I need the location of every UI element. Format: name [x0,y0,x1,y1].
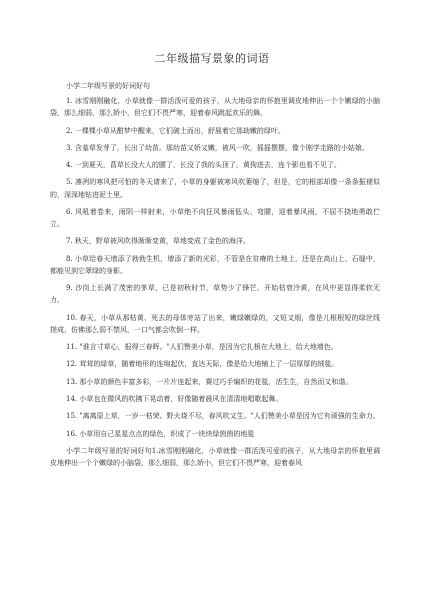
list-item: 15. "离离原上草，一岁一枯荣。野火烧不尽，春风吹又生。"人们赞美小草是因为它有顽强的生命力。 [66,412,380,421]
list-item: 9. 沙岗上长满了茂密的茅草，已是初秋时节，草势少了锋芒，开始枯衰冷黄，在风中更显得柔软无力。 [50,284,380,305]
list-item: 5. 凛冽的寒风把可怕的冬天请来了，小草的身躯被寒风吹萎缩了，但是，它的根部却像一条条振褪似的，深深地钻进泥土里。 [50,178,380,199]
list-item: 6. 风吼着卷来，雨阴一样射来，小草绝不向狂风暴雨低头、弯腰，迎着暴风雨，不屈不挠地勇敢伫立。 [50,207,380,229]
list-item: 12. 茸茸的绿草，随着地形的连绵起伏，直达天际，像是给大地铺上了一层厚厚的绒毯。 [66,360,339,369]
document-subtitle: 小学二年级写景的好词好句 [66,82,150,90]
list-item: 1. 冰雪刚刚融化，小草就像一群活泼可爱的孩子，从大地母亲的怀抱里调皮地伸出一个个嫩绿的小脑袋，那么细弱，那么娇小，但它们不畏严寒，迎着春风跳起欢乐的舞。 [50,97,380,118]
list-item: 11. "谁言寸草心，报得三春晖。"人们赞美小草，是因为它扎根在大地上，给大地增色。 [66,343,338,352]
list-item: 3. 含羞草发芽了，长出了幼苗。那幼苗又娇又嫩，被风一吹，摇摇摆摆，像个刚学走路的小姑娘。 [66,143,369,152]
list-item: 13. 那小草的颜色丰富多彩，一片片连起来，赛过巧手编织的花毯，活生生，自然而又和谐。 [66,377,353,386]
list-item: 小学二年级写景的好词好句1.冰雪刚刚融化，小草就像一群活泼可爱的孩子，从大地母亲的怀抱里调皮地伸出一个个嫩绿的小脑袋，那么细弱，那么娇小，但它们不畏严寒，迎着春风 [50,446,380,468]
list-item: 14. 小草也在微风的吹拂下晃动着，好像随着晨风在清清地唱歌起舞。 [66,395,283,404]
list-item: 8. 小草给春天增添了勃勃生机，增添了新的光彩，不管是在贫瘠的土地上，还是在高山上、石缝中，都能见到它翠绿的身影。 [50,254,380,275]
list-item: 7. 秋天，野草被风吹得渐渐变黄，草地变成了金色的海洋。 [66,237,250,246]
list-item: 2. 一棵棵小草从酣梦中醒来，它们破土而出，舒展着它那劫嫩的绿叶。 [66,126,285,135]
document-title: 二年级描写景象的词语 [154,52,270,65]
list-item: 10. 春天，小草从那枯黄、死去的母体旁站了出来，嫩绿嫩绿的，又短又细，像是儿根根短的绿丝线搓成，仿佛那么弱不禁风，一口气都会吹倒一样。 [50,313,380,334]
list-item: 16. 小草用自己星星点点的绿色，织成了一块块绿茵茵的地毯 [66,429,255,438]
item-list [50,95,380,474]
list-item: 4. 一到夏天，菖草长没大人的腰了，长没了我的头顶了，黄狗进去，连个影也看不见了。 [66,161,341,170]
